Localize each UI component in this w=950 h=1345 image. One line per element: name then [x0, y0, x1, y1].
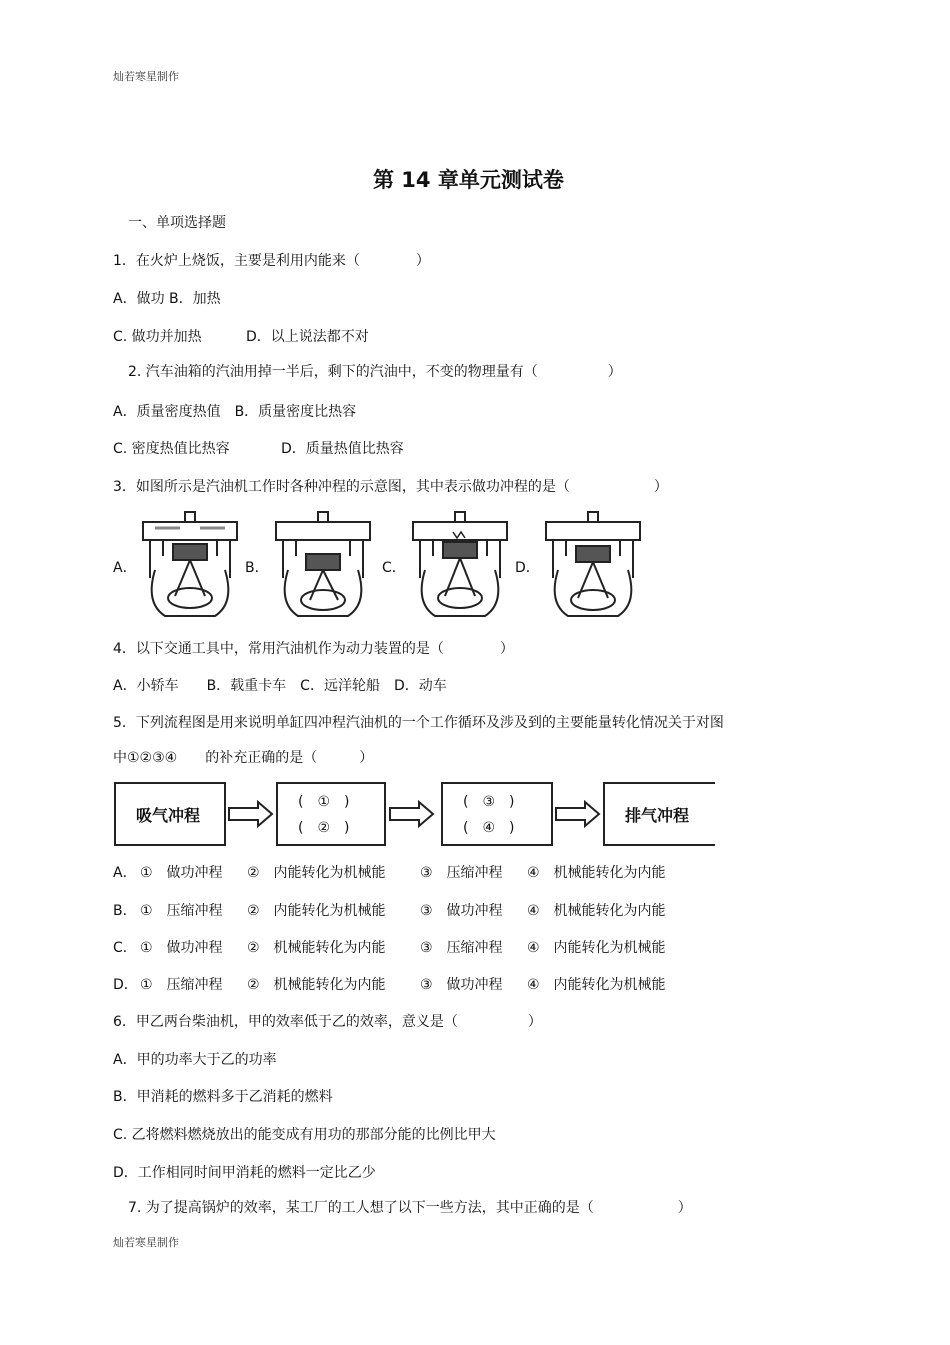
option-col-1: ① 压缩冲程 — [140, 977, 223, 993]
option-letter: C． — [113, 940, 137, 956]
question-6-option-b: B．甲消耗的燃料多于乙消耗的燃料 — [113, 1089, 333, 1105]
option-col-3: ③ 压缩冲程 — [420, 865, 503, 881]
option-col-2: ② 机械能转化为内能 — [247, 940, 386, 956]
flow-arrow-2 — [389, 800, 435, 828]
engine-diagram-c — [405, 508, 515, 623]
option-col-4: ④ 内能转化为机械能 — [527, 977, 666, 993]
option-col-1: ① 压缩冲程 — [140, 903, 223, 919]
flow-blank-2: ( ② ) — [298, 820, 350, 836]
option-col-3: ③ 做功冲程 — [420, 903, 503, 919]
option-col-2: ② 内能转化为机械能 — [247, 903, 386, 919]
option-letter: B． — [113, 903, 137, 919]
question-5-stem-line2: 中①②③④ 的补充正确的是（ ） — [113, 750, 374, 766]
page-title: 第 14 章单元测试卷 — [373, 168, 564, 192]
flow-box-exhaust — [603, 782, 715, 846]
question-4-stem: 4．以下交通工具中，常用汽油机作为动力装置的是（ ） — [113, 641, 514, 657]
question-5-stem-line1: 5．下列流程图是用来说明单缸四冲程汽油机的一个工作循环及涉及到的主要能量转化情况关于对图 — [113, 715, 724, 731]
flow-box-intake — [114, 782, 226, 846]
option-col-4: ④ 机械能转化为内能 — [527, 903, 666, 919]
question-2-stem: 2. 汽车油箱的汽油用掉一半后，剩下的汽油中，不变的物理量有（ ） — [128, 364, 622, 380]
option-letter: D． — [113, 977, 138, 993]
question-6-stem: 6．甲乙两台柴油机，甲的效率低于乙的效率，意义是（ ） — [113, 1014, 542, 1030]
page-footer: 灿若寒星制作 — [113, 1236, 179, 1249]
option-col-1: ① 做功冲程 — [140, 940, 223, 956]
flow-arrow-1 — [228, 800, 274, 828]
question-6-option-d: D．工作相同时间甲消耗的燃料一定比乙少 — [113, 1165, 376, 1181]
question-3-stem: 3．如图所示是汽油机工作时各种冲程的示意图，其中表示做功冲程的是（ ） — [113, 479, 668, 495]
engine-diagram-a — [135, 508, 245, 623]
option-col-3: ③ 压缩冲程 — [420, 940, 503, 956]
option-col-3: ③ 做功冲程 — [420, 977, 503, 993]
question-7-stem: 7. 为了提高锅炉的效率，某工厂的工人想了以下一些方法，其中正确的是（ ） — [128, 1200, 692, 1216]
question-4-options: A．小轿车 B．载重卡车 C．远洋轮船 D．动车 — [113, 678, 447, 694]
option-col-2: ② 机械能转化为内能 — [247, 977, 386, 993]
engine-diagram-d — [538, 508, 648, 623]
question-2-option-c: C. 密度热值比热容 — [113, 441, 230, 457]
engine-diagram-b — [268, 508, 378, 623]
page-header: 灿若寒星制作 — [113, 70, 179, 83]
engine-label-d: D． — [515, 560, 540, 576]
flow-box-2 — [276, 782, 386, 846]
question-1-stem: 1．在火炉上烧饭，主要是利用内能来（ ） — [113, 253, 430, 269]
flow-blank-3: ( ③ ) — [463, 794, 515, 810]
question-1-options-ab: A．做功 B．加热 — [113, 291, 221, 307]
option-col-4: ④ 内能转化为机械能 — [527, 940, 666, 956]
option-letter: A． — [113, 865, 137, 881]
option-col-4: ④ 机械能转化为内能 — [527, 865, 666, 881]
flow-box-3 — [441, 782, 553, 846]
question-6-option-a: A．甲的功率大于乙的功率 — [113, 1052, 277, 1068]
question-1-option-d: D．以上说法都不对 — [246, 329, 369, 345]
section-heading: 一、单项选择题 — [128, 215, 226, 231]
option-col-2: ② 内能转化为机械能 — [247, 865, 386, 881]
engine-label-c: C． — [382, 560, 406, 576]
flow-arrow-3 — [555, 800, 601, 828]
flow-blank-4: ( ④ ) — [463, 820, 515, 836]
flow-blank-1: ( ① ) — [298, 794, 350, 810]
question-1-option-c: C. 做功并加热 — [113, 329, 202, 345]
engine-label-b: B． — [245, 560, 269, 576]
question-6-option-c: C. 乙将燃料燃烧放出的能变成有用功的那部分能的比例比甲大 — [113, 1127, 496, 1143]
question-2-options-ab: A．质量密度热值 B．质量密度比热容 — [113, 404, 357, 420]
engine-label-a: A． — [113, 560, 137, 576]
option-col-1: ① 做功冲程 — [140, 865, 223, 881]
flow-box-exhaust-label: 排气冲程 — [625, 806, 690, 825]
question-2-option-d: D．质量热值比热容 — [281, 441, 404, 457]
flow-box-intake-label: 吸气冲程 — [136, 806, 201, 825]
